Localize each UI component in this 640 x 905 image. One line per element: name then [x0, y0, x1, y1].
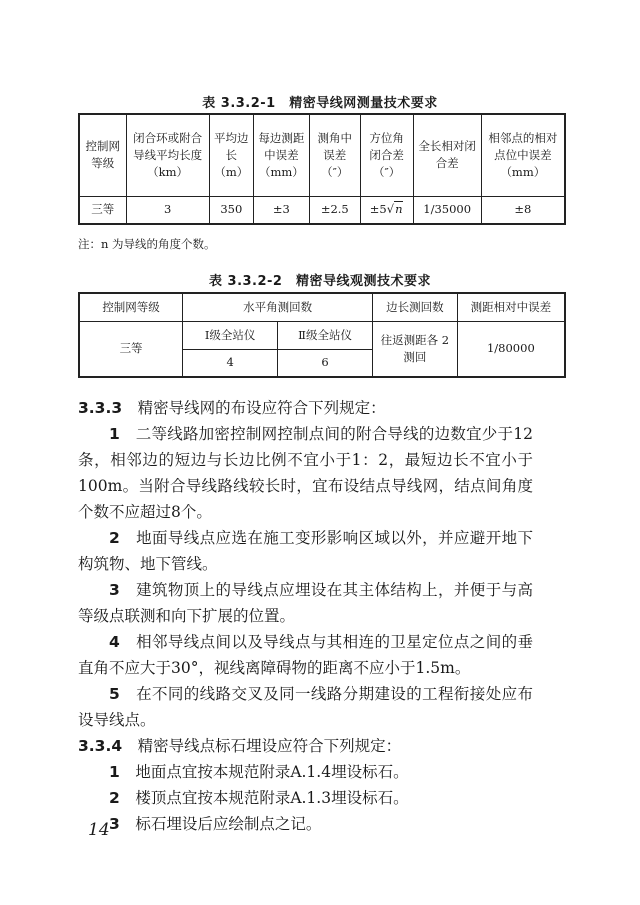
sqrt-symbol: √ [386, 202, 395, 217]
t2-header-horizontal: 水平角测回数 [183, 293, 373, 321]
t2-header-side: 边长测回数 [373, 293, 458, 321]
clause-3-3-3-item-1 [78, 421, 533, 525]
body-text [78, 395, 533, 837]
table-1-caption: 表 3.3.2-1 精密导线网测量技术要求 [202, 96, 438, 111]
table-1 [78, 113, 566, 225]
t1-header-angle-error: 测角中误差（″） [309, 114, 360, 196]
t1-cell-closure: 1/35000 [413, 196, 481, 224]
t2-cell-level: 三等 [79, 321, 183, 377]
clause-3-3-4-item-3 [78, 811, 533, 837]
clause-3-3-4-item-2 [78, 785, 533, 811]
item-number: 2 [109, 789, 120, 807]
table-2-subheader-row [79, 321, 565, 349]
clause-title: 精密导线点标石埋设应符合下列规定： [137, 737, 402, 755]
clause-3-3-3-heading [78, 395, 533, 421]
clause-3-3-3-item-4 [78, 629, 533, 681]
item-text: 相邻导线点间以及导线点与其相连的卫星定位点之间的垂直角不应大于30°，视线离障碍物的距离不应小于1.5m。 [78, 633, 533, 677]
table-1-note: 注：n 为导线的角度个数。 [78, 237, 216, 251]
t1-cell-side: 350 [209, 196, 253, 224]
item-text: 地面导线点应选在施工变形影响区域以外，并应避开地下构筑物、地下管线。 [78, 529, 533, 573]
t2-header-rel: 测距相对中误差 [457, 293, 565, 321]
t1-cell-level: 三等 [79, 196, 126, 224]
item-number: 4 [109, 633, 120, 651]
t1-cell-dist-error: ±3 [253, 196, 309, 224]
t1-header-closure: 全长相对闭合差 [413, 114, 481, 196]
t1-cell-length: 3 [126, 196, 209, 224]
t1-header-length: 闭合环或附合导线平均长度（km） [126, 114, 209, 196]
item-text: 建筑物顶上的导线点应埋设在其主体结构上，并便于与高等级点联测和向下扩展的位置。 [78, 581, 533, 625]
clause-3-3-3-item-5 [78, 681, 533, 733]
clause-title: 精密导线网的布设应符合下列规定： [137, 399, 386, 417]
item-number: 2 [109, 529, 120, 547]
t2-cell-ii-count: 6 [278, 349, 373, 377]
item-text: 标石埋设后应绘制点之记。 [135, 815, 322, 833]
table-2-header-row [79, 293, 565, 321]
clause-number: 3.3.3 [78, 399, 123, 417]
t1-cell-angle-error: ±2.5 [309, 196, 360, 224]
clause-3-3-4-heading [78, 733, 533, 759]
item-text: 地面点宜按本规范附录A.1.4埋设标石。 [135, 763, 409, 781]
t2-cell-side: 往返测距各 2 测回 [373, 321, 458, 377]
item-text: 二等线路加密控制网控制点间的附合导线的边数宜少于12条，相邻边的短边与长边比例不宜小于1：2，最短边长不宜小于100m。当附合导线路线较长时，宜布设结点导线网，结点间角度个数不应超过8个。 [78, 425, 533, 521]
page-number: 14 [88, 820, 110, 840]
t1-cell-azimuth [360, 196, 413, 224]
sqrt-n [387, 201, 404, 216]
clause-number: 3.3.4 [78, 737, 123, 755]
t1-header-level: 控制网等级 [79, 114, 126, 196]
clause-3-3-3-item-3 [78, 577, 533, 629]
t1-header-point-error: 相邻点的相对点位中误差（mm） [481, 114, 565, 196]
t1-header-dist-error: 每边测距中误差（mm） [253, 114, 309, 196]
item-text: 在不同的线路交叉及同一线路分期建设的工程衔接处应布设导线点。 [78, 685, 533, 729]
t2-subheader-i: Ⅰ级全站仪 [183, 321, 278, 349]
table-2 [78, 292, 566, 378]
sqrt-var: n [395, 202, 403, 217]
t1-cell-point-error: ±8 [481, 196, 565, 224]
t2-subheader-ii: Ⅱ级全站仪 [278, 321, 373, 349]
t2-cell-rel: 1/80000 [457, 321, 565, 377]
table-2-caption: 表 3.3.2-2 精密导线观测技术要求 [209, 274, 431, 289]
clause-3-3-3-item-2 [78, 525, 533, 577]
item-number: 5 [109, 685, 120, 703]
table-1-header-row [79, 114, 565, 196]
t1-header-side: 平均边长（m） [209, 114, 253, 196]
item-number: 1 [109, 425, 120, 443]
table-1-row [79, 196, 565, 224]
item-number: 3 [109, 581, 120, 599]
t2-header-level: 控制网等级 [79, 293, 183, 321]
item-number: 3 [109, 815, 120, 833]
item-text: 楼顶点宜按本规范附录A.1.3埋设标石。 [135, 789, 409, 807]
clause-3-3-4-item-1 [78, 759, 533, 785]
t2-cell-i-count: 4 [183, 349, 278, 377]
t1-header-azimuth: 方位角闭合差（″） [360, 114, 413, 196]
item-number: 1 [109, 763, 120, 781]
t1-azimuth-coef: ±5 [369, 202, 387, 217]
